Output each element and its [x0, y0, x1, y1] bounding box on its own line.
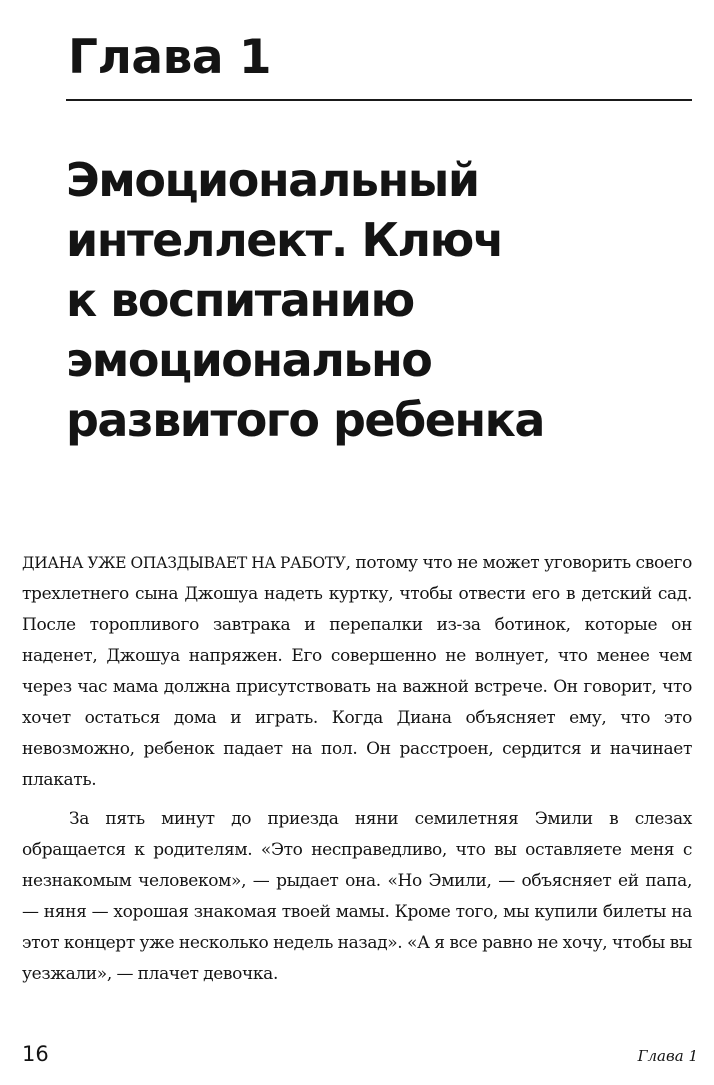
chapter-title-line: развитого ребенка	[66, 393, 544, 447]
lead-in-small-caps: ДИАНА УЖЕ ОПАЗДЫВАЕТ НА РАБОТУ	[22, 554, 346, 572]
chapter-title-line: интеллект. Ключ	[66, 213, 503, 267]
chapter-title-line: Эмоциональный	[66, 153, 479, 207]
chapter-title-line: эмоционально	[66, 333, 432, 387]
paragraph-1-text: , потому что не может уговорить своего трехлетнего сына Джошуа надеть куртку, чтобы отвести его в детский сад. После торопливого завтрака и перепалки из-за ботинок, которые он наденет, Джошуа напряжен. Его совершенно не волнует, что менее чем через час мама должна присутствовать на важной встрече. Он говорит, что хочет остаться дома и играть. Когда Диана объясняет ему, что это невозможно, ребенок падает на пол. Он расстроен, сердится и начинает плакать.	[22, 553, 692, 790]
paragraph-1	[22, 548, 692, 796]
chapter-divider	[66, 99, 692, 101]
body-text	[22, 548, 692, 990]
chapter-label: Глава 1	[68, 30, 272, 85]
chapter-title	[66, 150, 544, 450]
running-head: Глава 1	[637, 1047, 698, 1065]
paragraph-2: За пять минут до приезда няни семилетняя Эмили в слезах обращается к родителям. «Это несправедливо, что вы оставляете меня с незнакомым человеком», — рыдает она. «Но Эмили, — объясняет ей папа, — няня — хорошая знакомая твоей мамы. Кроме того, мы купили билеты на этот концерт уже несколько недель назад». «А я все равно не хочу, чтобы вы уезжали», — плачет девочка.	[22, 809, 692, 984]
chapter-title-line: к воспитанию	[66, 273, 414, 327]
page-number: 16	[22, 1042, 49, 1066]
